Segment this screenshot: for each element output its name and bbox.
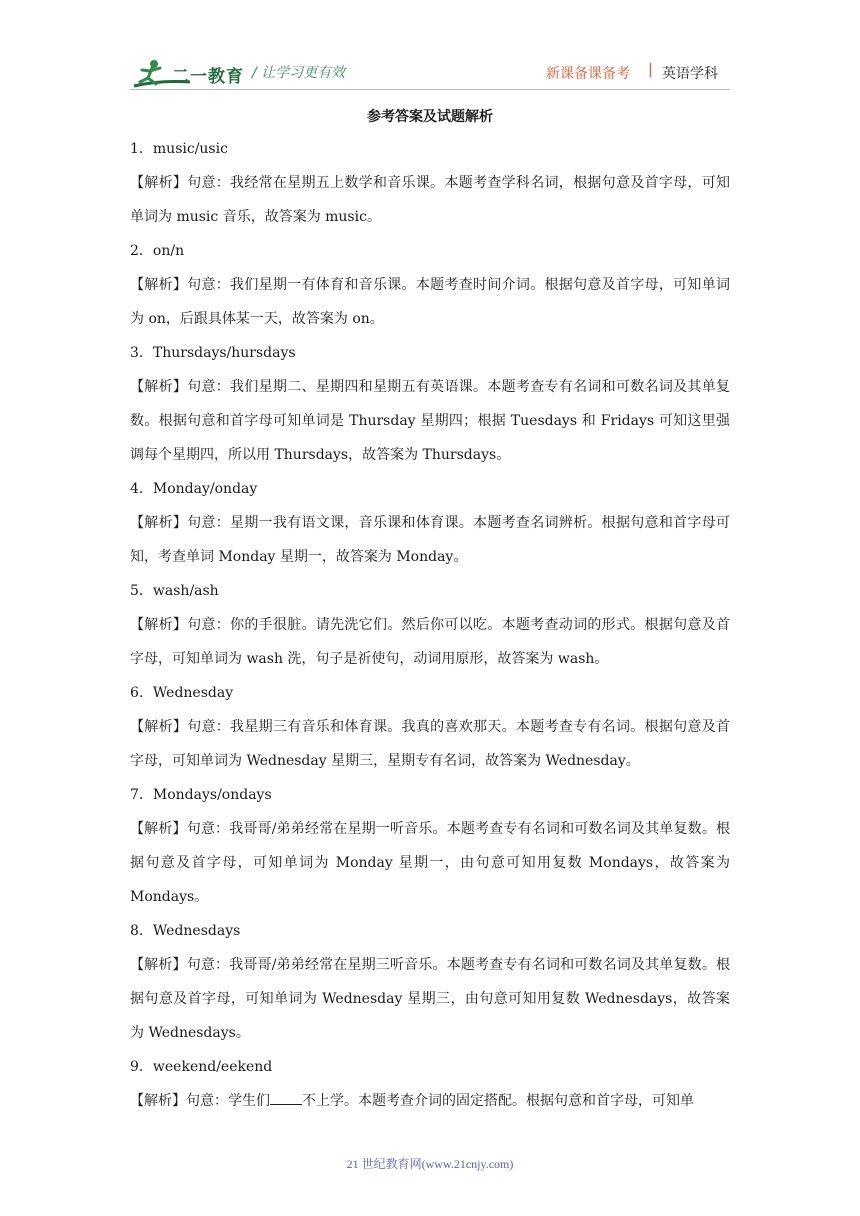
fill-blank: [270, 1090, 302, 1105]
explanation: 【解析】句意：我们星期一有体育和音乐课。本题考查时间介词。根据句意及首字母，可知单词为 on，后跟具体某一天，故答案为 on。: [130, 277, 730, 327]
header-tag-right: 英语学科: [662, 66, 718, 82]
explanation: 【解析】句意：你的手很脏。请先洗它们。然后你可以吃。本题考查动词的形式。根据句意及首字母，可知单词为 wash 洗，句子是祈使句，动词用原形，故答案为 wash。: [130, 617, 730, 667]
answer-item: 3．Thursdays/hursdays: [130, 345, 296, 361]
answer-item: 4．Monday/onday: [130, 481, 258, 497]
answer-list: [130, 132, 730, 1118]
answer-item: 6．Wednesday: [130, 685, 234, 701]
explanation: 【解析】句意：我哥哥/弟弟经常在星期一听音乐。本题考查专有名词和可数名词及其单复数。根据句意及首字母，可知单词为 Monday 星期一，由句意可知用复数 Mondays，故答案为 Mondays。: [130, 821, 730, 905]
page-header: [0, 0, 860, 100]
logo-text: 二一教育: [172, 67, 244, 87]
header-separator: |: [648, 62, 653, 78]
explanation: 【解析】句意：星期一我有语文课，音乐课和体育课。本题考查名词辨析。根据句意和首字母可知，考查单词 Monday 星期一，故答案为 Monday。: [130, 515, 730, 565]
explanation: [130, 1084, 730, 1118]
page-title: 参考答案及试题解析: [367, 109, 493, 125]
page-footer: 21 世纪教育网(www.21cnjy.com): [346, 1157, 514, 1171]
answer-item: 8．Wednesdays: [130, 923, 241, 939]
answer-item: 1．music/usic: [130, 141, 228, 157]
slogan: / 让学习更有效: [252, 65, 346, 81]
explanation: 【解析】句意：我经常在星期五上数学和音乐课。本题考查学科名词，根据句意及首字母，可知单词为 music 音乐，故答案为 music。: [130, 175, 730, 225]
answer-item: 9．weekend/eekend: [130, 1059, 273, 1075]
answer-item: 5．wash/ash: [130, 583, 219, 599]
answer-item: 7．Mondays/ondays: [130, 787, 272, 803]
header-tag-left: 新课备课备考: [546, 66, 630, 82]
explanation: 【解析】句意：我们星期二、星期四和星期五有英语课。本题考查专有名词和可数名词及其单复数。根据句意和首字母可知单词是 Thursday 星期四；根据 Tuesdays 和 Fridays 可知这里强调每个星期四，所以用 Thursdays，故答案为 Thursdays。: [130, 379, 730, 463]
explanation: 【解析】句意：我星期三有音乐和体育课。我真的喜欢那天。本题考查专有名词。根据句意及首字母，可知单词为 Wednesday 星期三，星期专有名词，故答案为 Wednesday。: [130, 719, 730, 769]
answer-item: 2．on/n: [130, 243, 185, 259]
explanation-part: 不上学。本题考查介词的固定搭配。根据句意和首字母，可知单: [302, 1093, 694, 1109]
explanation-part: 【解析】句意：学生们: [130, 1093, 270, 1109]
header-divider: [130, 89, 730, 90]
explanation: 【解析】句意：我哥哥/弟弟经常在星期三听音乐。本题考查专有名词和可数名词及其单复数。根据句意及首字母，可知单词为 Wednesday 星期三，由句意可知用复数 Wednesdays，故答案为 Wednesdays。: [130, 957, 730, 1041]
